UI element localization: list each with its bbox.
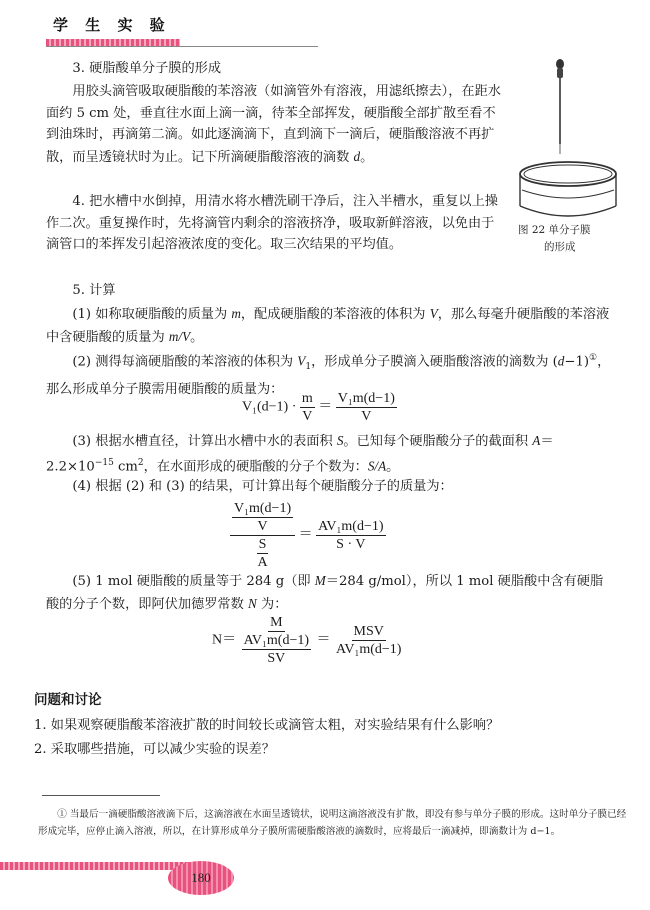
calc-item-1: (1) 如称取硬脂酸的质量为 m，配成硬脂酸的苯溶液的体积为 V，那么每毫升硬脂酸的苯溶液中含硬脂酸的质量为 m/V。 — [46, 306, 610, 345]
calc-item-2: (2) 测得每滴硬脂酸的苯溶液的体积为 $V_1$，形成单分子膜滴入硬脂酸溶液的滴数为 (d−1)①，那么形成单分子膜需用硬脂酸的质量为： — [46, 353, 611, 397]
step5-heading: 5. 计算 — [72, 283, 116, 298]
step3-heading: 3. 硬脂酸单分子膜的形成 — [72, 61, 222, 76]
figure-caption: 图 22 单分子膜 的形成 — [518, 224, 591, 253]
footer-accent-band — [0, 862, 190, 870]
header-rule — [46, 46, 318, 47]
discussion-heading: 问题和讨论 — [34, 692, 102, 708]
calc-item-5: (5) 1 mol 硬脂酸的质量等于 284 g（即 M＝284 g/mol），所以 1 mol 硬脂酸中含有硬脂酸的分子个数，即阿伏加德罗常数 N 为： — [46, 573, 604, 612]
page-number: 180 — [168, 861, 234, 895]
step4-paragraph: 4. 把水槽中水倒掉，用清水将水槽洗刷干净后，注入半槽水，重复以上操作二次。重复操作时，先将滴管内剩余的溶液挤净，吸取新鲜溶液，以免由于滴管口的苯挥发引起溶液浓度的变化。取三次结果的平均值。 — [46, 194, 498, 252]
calc-item-4: (4) 根据 (2) 和 (3) 的结果，可计算出每个硬脂酸分子的质量为： — [72, 479, 453, 494]
formula-film-mass: V₁(d−1) · $\frac{m}{V}$ ＝ $\frac{\text{V₁m(d−1)}}{V}$ — [242, 391, 395, 424]
step3-paragraph: 用胶头滴管吸取硬脂酸的苯溶液（如滴管外有溶液，用滤纸擦去），在距水面约 5 cm 处，垂直往水面上滴一滴，待苯全部挥发，硬脂酸全部扩散至看不到油珠时，再滴第二滴。如此逐滴滴下，直到滴下一滴后，硬脂酸溶液不再扩散，而呈透镜状时为止。记下所滴硬脂酸溶液的滴数 d。 — [46, 84, 501, 165]
header-accent-band — [46, 39, 180, 46]
dropper-icon — [556, 59, 564, 154]
footnote-rule — [42, 795, 160, 796]
footnote: ① 当最后一滴硬脂酸溶液滴下后，这滴溶液在水面呈透镜状，说明这滴溶液没有扩散，即没有参与单分子膜的形成。这时单分子膜已经形成完毕，应停止滴入溶液，所以，在计算形成单分子膜所需硬脂酸溶液的滴数时，应将最后一滴减掉，即滴数计为 d−1。 — [38, 809, 627, 837]
section-title: 学 生 实 验 — [53, 16, 171, 34]
formula-avogadro: N＝ $\frac{M}{\frac{\text{AV₁m(d−1)}}{SV}}$ ＝ $\frac{\text{MSV}}{\text{AV₁m(d−1)}}$ — [212, 615, 402, 666]
calc-item-3: (3) 根据水槽直径，计算出水槽中水的表面积 S。已知每个硬脂酸分子的截面积 $A=2.2\times 10^{-15}$ $cm^2$，在水面形成的硬脂酸的分子个数为：S/A。 — [46, 433, 554, 474]
formula-molecule-mass: $\frac{\frac{\text{V₁m(d−1)}}{V}}{\frac{S}{A}}$ ＝ $\frac{\text{AV₁m(d−1)}}{S \cdot V}$ — [230, 500, 386, 571]
discussion-question: 1. 如果观察硬脂酸苯溶液扩散的时间较长或滴管太粗，对实验结果有什么影响？ — [34, 718, 500, 733]
glass-dish-icon — [520, 162, 616, 216]
discussion-question: 2. 采取哪些措施，可以减少实验的误差？ — [34, 742, 275, 757]
